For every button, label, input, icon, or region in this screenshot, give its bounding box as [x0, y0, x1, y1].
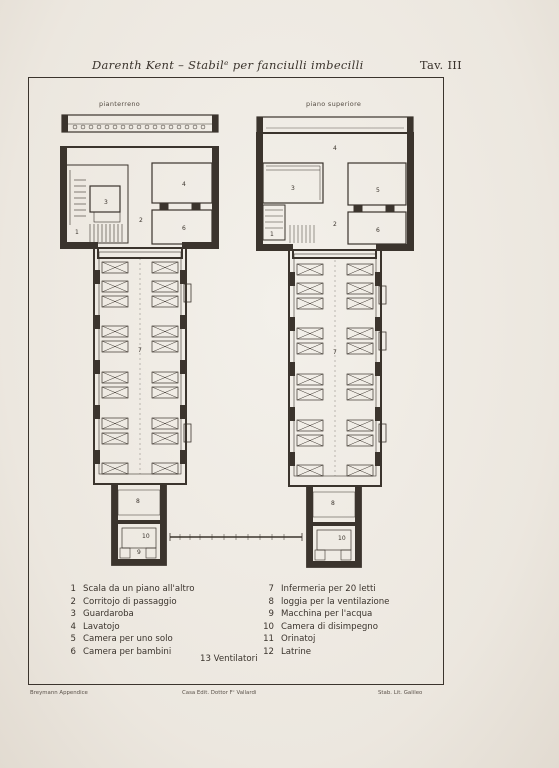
legend-item: 2 Corritojo di passaggio [70, 596, 177, 607]
footer-center: Casa Edit. Dottor Fᶜ Vallardi [182, 690, 257, 696]
svg-text:10: 10 [142, 533, 150, 540]
svg-text:10: 10 [338, 535, 346, 542]
svg-text:7: 7 [138, 347, 142, 354]
legend-item: 7 Infermeria per 20 letti [268, 584, 376, 594]
upper-floor-label: piano superiore [306, 100, 362, 108]
svg-text:2: 2 [333, 221, 337, 228]
upper-floor-plan [257, 117, 413, 567]
legend-item: 4 Lavatojo [70, 621, 120, 632]
svg-text:6: 6 [376, 227, 380, 234]
svg-text:8: 8 [331, 500, 335, 507]
svg-text:1: 1 [270, 231, 274, 238]
svg-text:8: 8 [136, 498, 140, 505]
ground-floor-plan [61, 115, 218, 565]
svg-text:1: 1 [75, 229, 79, 236]
ground-floor-label: pianterreno [99, 100, 141, 108]
svg-text:3: 3 [104, 199, 108, 206]
legend-item: 11 Orinatoj [263, 634, 316, 645]
footer-right: Stab. Lit. Galileo [378, 690, 423, 696]
legend-item: 10 Camera di disimpegno [263, 621, 379, 632]
svg-text:6: 6 [182, 225, 186, 232]
svg-text:9: 9 [137, 549, 141, 556]
legend-item: 9 Macchina per l'acqua [268, 609, 373, 620]
svg-text:2: 2 [139, 217, 143, 224]
plate-title: Darenth Kent – Stabilᵉ per fanciulli imbecilli [92, 58, 364, 72]
scale-bar [170, 533, 302, 541]
legend-item: 5 Camera per uno solo [70, 634, 173, 645]
legend-item: 1 Scala da un piano all'altro [70, 584, 195, 594]
legend-right [260, 583, 389, 659]
svg-text:5: 5 [376, 187, 380, 194]
legend-item: 3 Guardaroba [70, 609, 134, 620]
legend-item: 8 loggia per la ventilazione [268, 596, 390, 607]
legend-item-ventilators: 13 Ventilatori [200, 654, 258, 664]
svg-text:3: 3 [291, 185, 295, 192]
legend-item: 12 Latrine [263, 646, 312, 657]
footer-left: Breymann Appendice [30, 690, 88, 696]
svg-text:4: 4 [182, 181, 186, 188]
svg-text:4: 4 [333, 145, 337, 152]
legend-left [62, 583, 194, 659]
plate-number: Tav. III [419, 58, 462, 72]
svg-text:7: 7 [333, 349, 337, 356]
legend-item: 6 Camera per bambini [70, 646, 172, 657]
